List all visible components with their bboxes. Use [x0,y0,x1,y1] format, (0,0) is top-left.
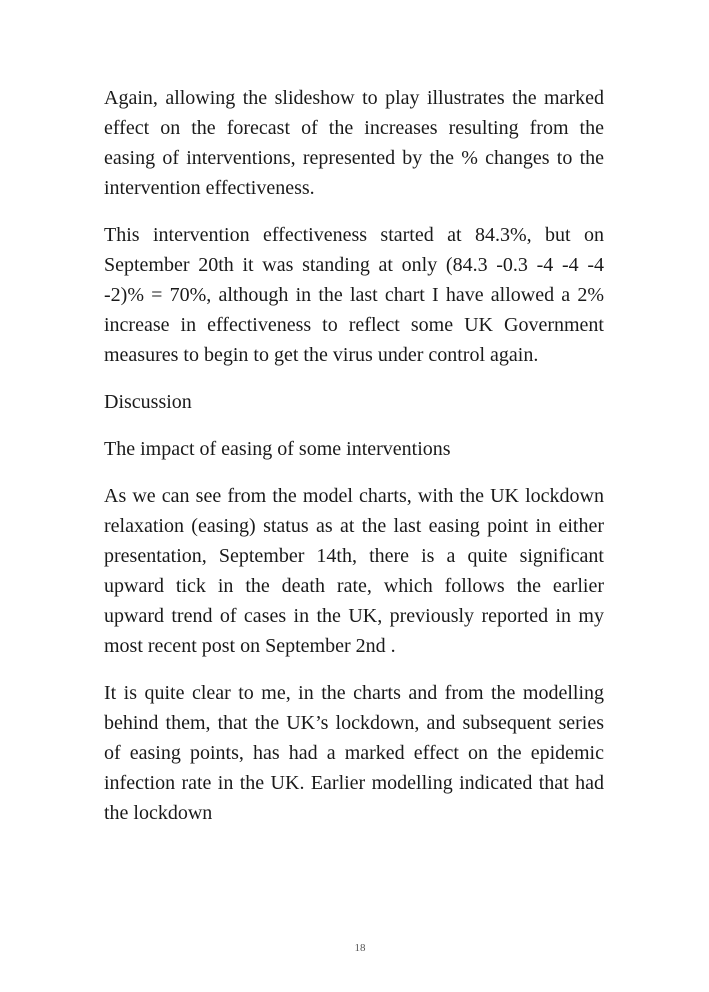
page-body [104,83,604,845]
section-heading-discussion: Discussion [104,391,192,413]
paragraph-slideshow-effect: Again, allowing the slideshow to play illustrates the marked effect on the forecast of the increases resulting from the easing of interventions, represented by the % changes to the intervention effectiveness. [104,87,604,199]
paragraph-model-charts: As we can see from the model charts, with the UK lockdown relaxation (easing) status as at the last easing point in either presentation, September 14th, there is a quite significant upward tick in the death rate, which follows the earlier upward trend of cases in the UK, previously reported in my most recent post on September 2nd . [104,485,604,657]
paragraph-lockdown-effect: It is quite clear to me, in the charts and from the modelling behind them, that the UK’s lockdown, and subsequent series of easing points, has had a marked effect on the epidemic infection rate in the UK. Earlier modelling indicated that had the lockdown [104,682,604,824]
paragraph-intervention-effectiveness: This intervention effectiveness started at 84.3%, but on September 20th it was standing at only (84.3 -0.3 -4 -4 -4 -2)% = 70%, although in the last chart I have allowed a 2% increase in effectiveness to reflect some UK Government measures to begin to get the virus under control again. [104,224,604,366]
page-number: 18 [354,942,366,954]
subsection-heading-easing-impact: The impact of easing of some interventions [104,438,451,460]
